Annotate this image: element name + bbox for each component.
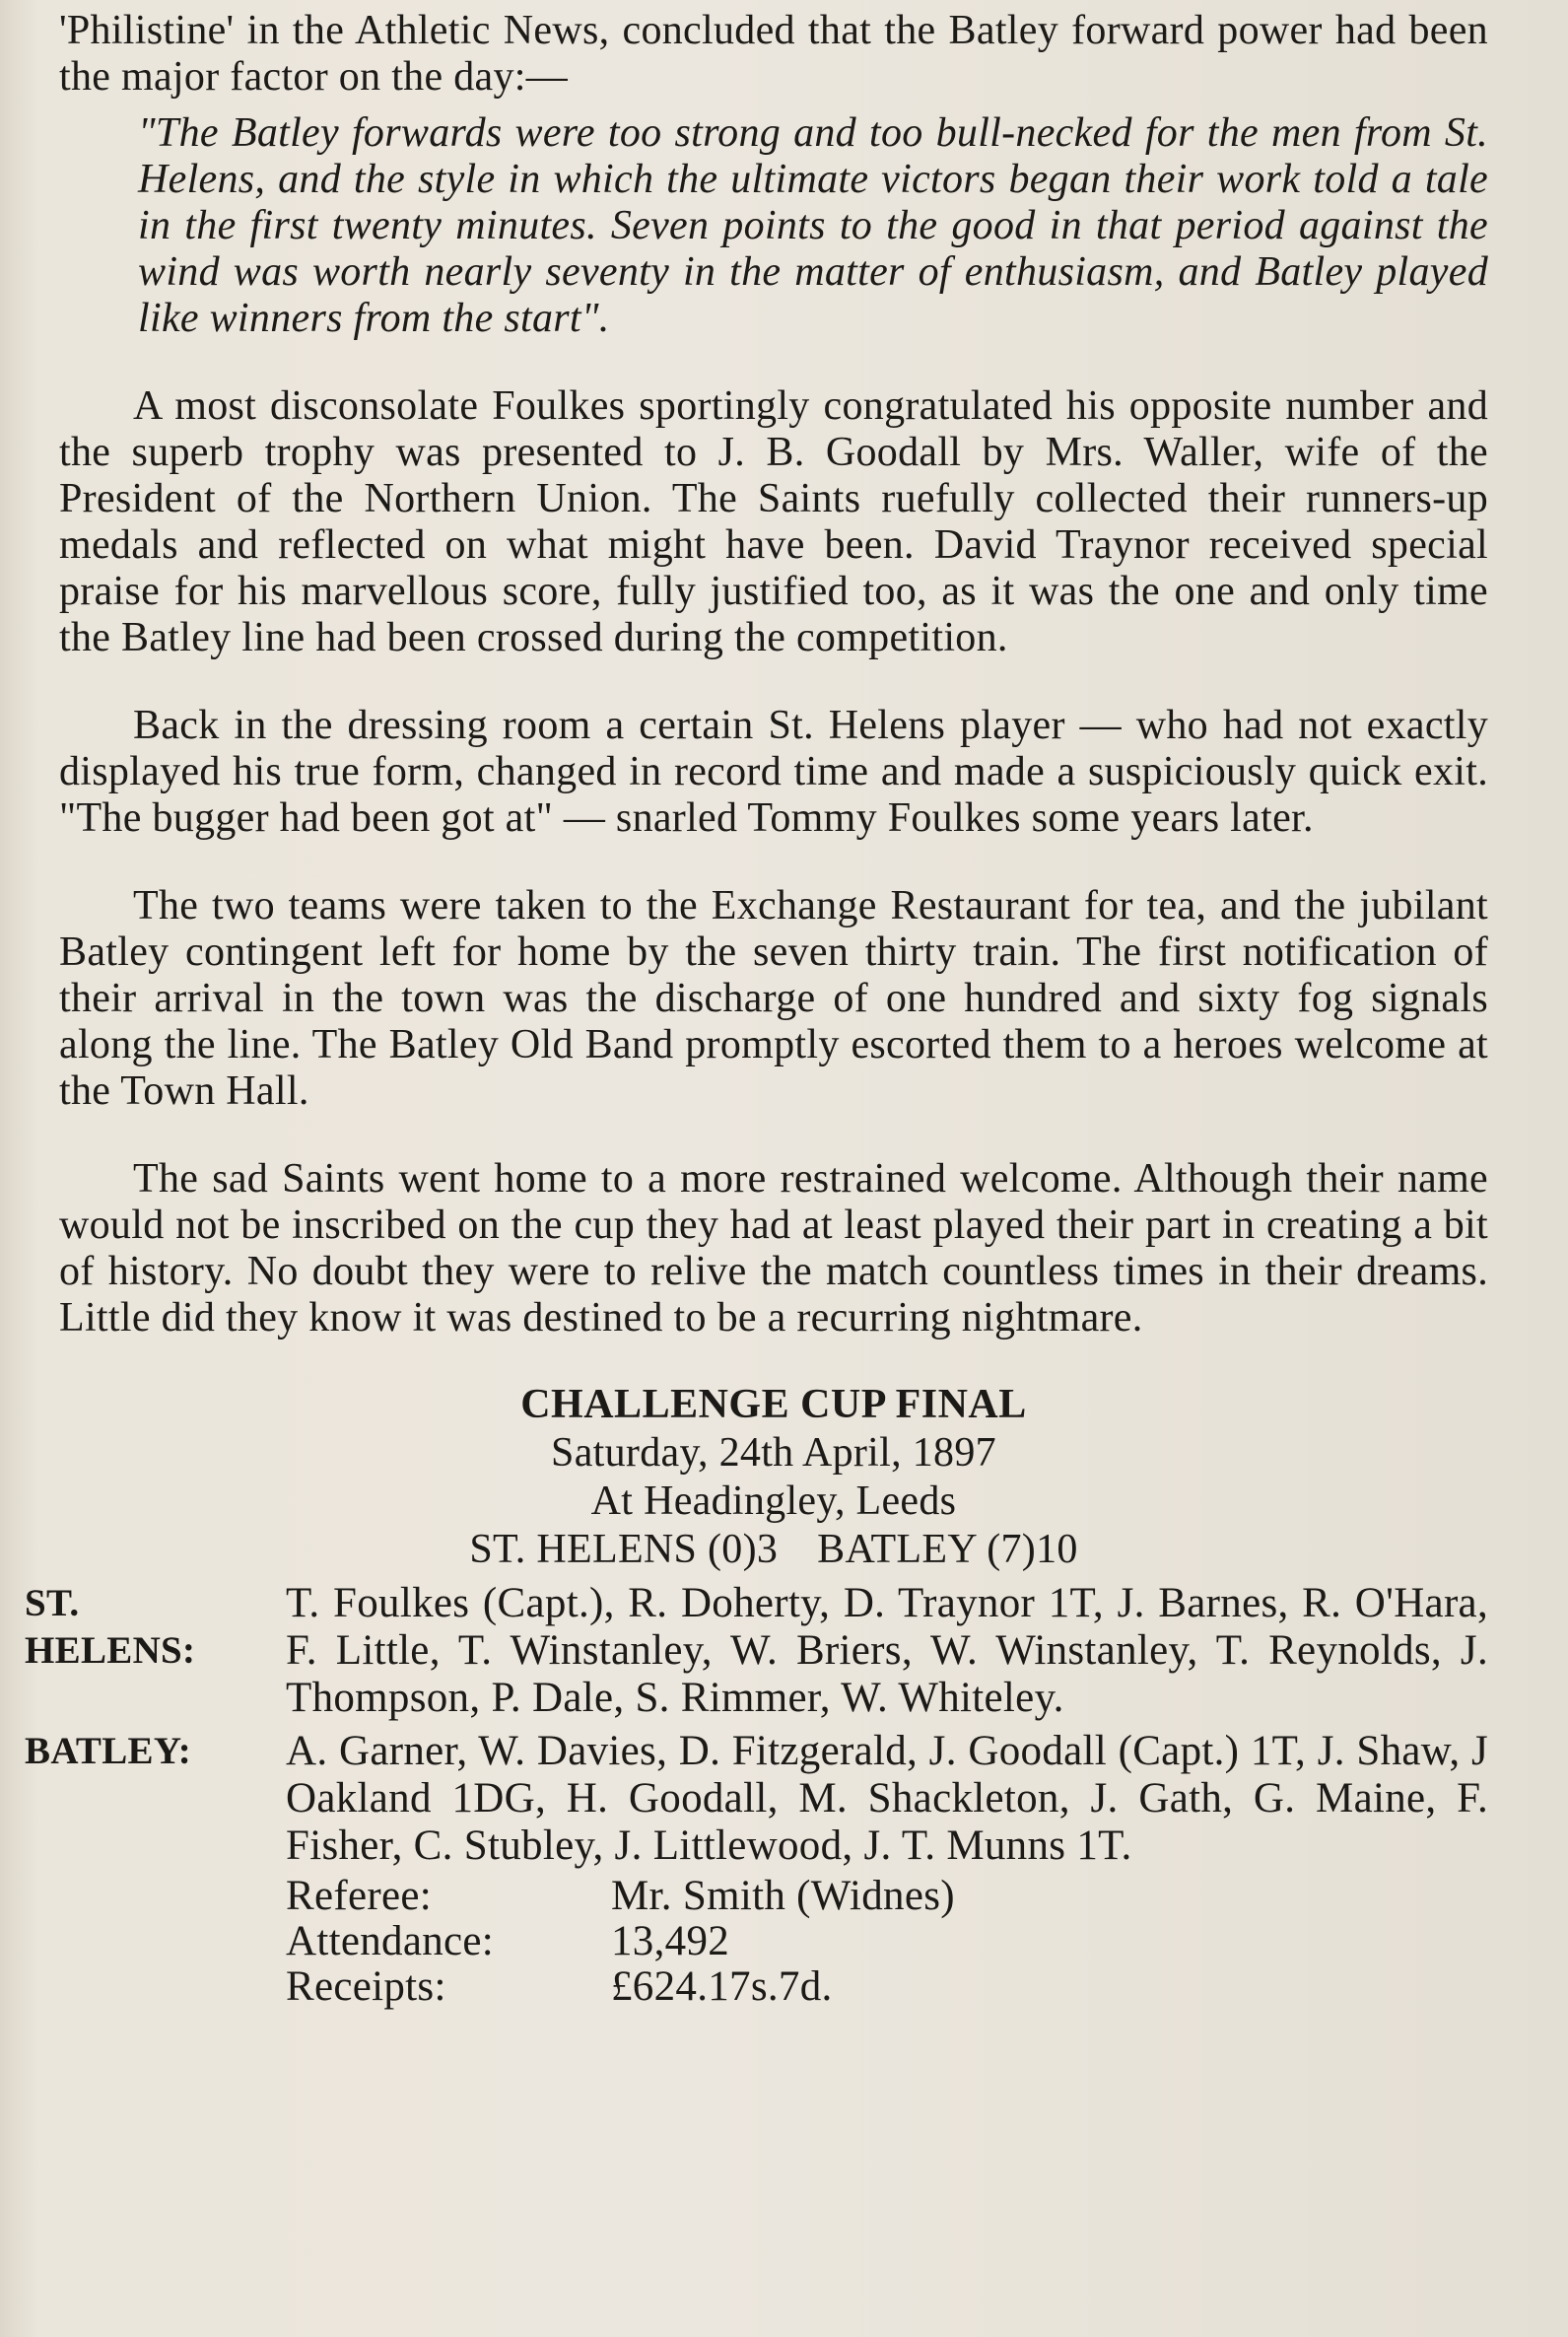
official-label: Receipts:	[286, 1963, 446, 2010]
body-paragraph: Back in the dressing room a certain St. Helens player — who had not exactly displayed his true form, changed in record time and made a suspiciously quick exit. "The bugger had been got at" — snarled Tommy Foulkes some years later.	[59, 703, 1488, 841]
team-lineup-batley	[25, 1728, 1488, 1870]
body-paragraph: The two teams were taken to the Exchange Restaurant for tea, and the jubilant Batley contingent left for home by the seven thirty train. The first notification of their arrival in the town was the discharge of one hundred and sixty fog signals along the line. The Batley Old Band promptly escorted them to a heroes welcome at the Town Hall.	[59, 883, 1488, 1114]
official-row-receipts	[286, 1964, 1488, 2010]
match-date: Saturday, 24th April, 1897	[551, 1430, 996, 1476]
intro-paragraph: 'Philistine' in the Athletic News, concluded that the Batley forward power had been the major factor on the day:—	[59, 8, 1488, 100]
home-score: ST. HELENS (0)3	[469, 1527, 779, 1572]
team-name: ST. HELENS:	[25, 1582, 196, 1672]
match-title: CHALLENGE CUP FINAL	[520, 1382, 1027, 1427]
match-score	[59, 1526, 1488, 1574]
official-label: Referee:	[286, 1873, 433, 1919]
team-name: BATLEY:	[25, 1730, 191, 1772]
body-paragraph: The sad Saints went home to a more restrained welcome. Although their name would not be inscribed on the cup they had at least played their part in creating a bit of history. No doubt they were to relive the match countless times in their dreams. Little did they know it was destined to be a recurring nightmare.	[59, 1156, 1488, 1340]
match-officials	[286, 1874, 1488, 2010]
body-paragraph: A most disconsolate Foulkes sportingly congratulated his opposite number and the superb trophy was presented to J. B. Goodall by Mrs. Waller, wife of the President of the Northern Union. The Saints ruefully collected their runners-up medals and reflected on what might have been. David Traynor received special praise for his marvellous score, fully justified too, as it was the one and only time the Batley line had been crossed during the competition.	[59, 383, 1488, 660]
away-score: BATLEY (7)10	[817, 1527, 1078, 1572]
team-lineup-st-helens	[25, 1580, 1488, 1722]
official-value: £624.17s.7d.	[611, 1963, 833, 2010]
official-value: 13,492	[611, 1918, 730, 1964]
match-venue: At Headingley, Leeds	[590, 1478, 957, 1524]
official-row-referee	[286, 1874, 1488, 1919]
page-text	[25, 8, 1488, 2010]
team-players: A. Garner, W. Davies, D. Fitzgerald, J. Goodall (Capt.) 1T, J. Shaw, J Oakland 1DG, H. Goodall, M. Shackleton, J. Gath, G. Maine, F. Fisher, C. Stubley, J. Littlewood, J. T. Munns 1T.	[286, 1728, 1488, 1869]
newspaper-quote: "The Batley forwards were too strong and too bull-necked for the men from St. Helens, and the style in which the ultimate victors began their work told a tale in the first twenty minutes. Seven points to the good in that period against the wind was worth nearly seventy in the matter of enthusiasm, and Batley played like winners from the start".	[138, 110, 1488, 341]
team-players: T. Foulkes (Capt.), R. Doherty, D. Traynor 1T, J. Barnes, R. O'Hara, F. Little, T. Winstanley, W. Briers, W. Winstanley, T. Reynolds, J. Thompson, P. Dale, S. Rimmer, W. Whiteley.	[286, 1580, 1488, 1721]
official-value: Mr. Smith (Widnes)	[611, 1873, 955, 1919]
official-row-attendance	[286, 1919, 1488, 1964]
official-label: Attendance:	[286, 1918, 495, 1964]
match-result-block	[59, 1381, 1488, 1574]
